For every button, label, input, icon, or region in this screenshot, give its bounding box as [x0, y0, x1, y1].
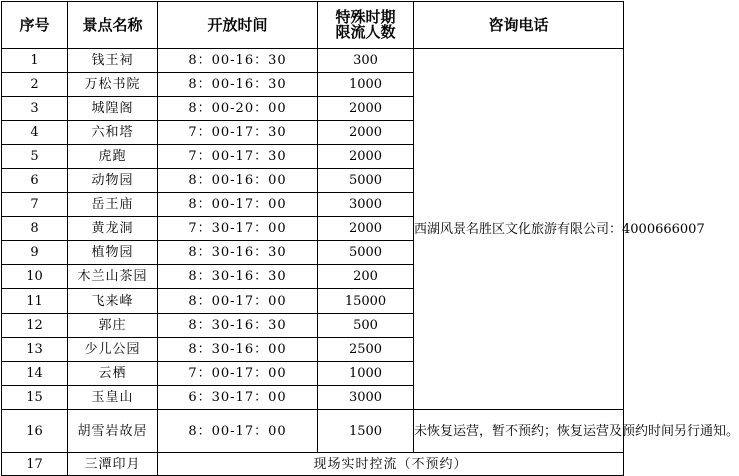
cell-name: 动物园: [68, 169, 158, 193]
cell-index: 12: [2, 314, 68, 338]
cell-index: 16: [2, 410, 68, 453]
cell-name: 万松书院: [68, 73, 158, 97]
cell-limit: 3000: [318, 193, 414, 217]
cell-limit: 5000: [318, 169, 414, 193]
cell-name: 飞来峰: [68, 289, 158, 314]
cell-hours: 8：30-16：30: [158, 241, 318, 265]
cell-hours: 8：30-16：30: [158, 314, 318, 338]
cell-limit: 200: [318, 265, 414, 289]
cell-limit: 300: [318, 49, 414, 73]
cell-hours: 7：00-17：30: [158, 121, 318, 145]
cell-name: 郭庄: [68, 314, 158, 338]
cell-index: 6: [2, 169, 68, 193]
header-limit-line1: 特殊时期: [335, 8, 396, 26]
cell-hours: 8：00-16：30: [158, 49, 318, 73]
cell-name: 云栖: [68, 362, 158, 386]
cell-name: 少儿公园: [68, 338, 158, 362]
cell-name: 玉皇山: [68, 386, 158, 410]
header-name: 景点名称: [68, 2, 158, 49]
cell-hours: 8：00-17：00: [158, 289, 318, 314]
cell-index: 1: [2, 49, 68, 73]
cell-hours: 8：00-17：00: [158, 410, 318, 453]
cell-index: 11: [2, 289, 68, 314]
cell-hours: 7：30-17：00: [158, 217, 318, 241]
cell-index: 7: [2, 193, 68, 217]
table-row: [2, 410, 624, 453]
cell-hours: 7：00-17：00: [158, 362, 318, 386]
cell-name: 三潭印月: [68, 453, 158, 476]
cell-limit: 2000: [318, 145, 414, 169]
header-index: 序号: [2, 2, 68, 49]
table-row: [2, 453, 624, 476]
header-limit: [318, 2, 414, 49]
cell-index: 4: [2, 121, 68, 145]
cell-hours: 8：00-20：00: [158, 97, 318, 121]
cell-name: 六和塔: [68, 121, 158, 145]
cell-index: 9: [2, 241, 68, 265]
cell-index: 3: [2, 97, 68, 121]
cell-hours: 8：30-16：00: [158, 338, 318, 362]
contact-phone-cell: 西湖风景名胜区文化旅游有限公司：4000666007: [414, 49, 624, 410]
cell-hours: 8：00-16：00: [158, 169, 318, 193]
cell-index: 8: [2, 217, 68, 241]
table-body: [2, 49, 739, 476]
cell-name: 钱王祠: [68, 49, 158, 73]
header-hours: 开放时间: [158, 2, 318, 49]
cell-limit: 2000: [318, 121, 414, 145]
cell-name: 城隍阁: [68, 97, 158, 121]
cell-name: 虎跑: [68, 145, 158, 169]
crowd-control-note: 现场实时控流（不预约）: [158, 453, 624, 476]
cell-limit: 1500: [318, 410, 414, 453]
cell-hours: 8：30-16：30: [158, 265, 318, 289]
header-contact: 咨询电话: [414, 2, 624, 49]
cell-index: 15: [2, 386, 68, 410]
attractions-table: [1, 1, 739, 476]
cell-limit: 1000: [318, 73, 414, 97]
cell-limit: 2000: [318, 97, 414, 121]
cell-name: 胡雪岩故居: [68, 410, 158, 453]
cell-hours: 8：00-16：30: [158, 73, 318, 97]
cell-limit: 5000: [318, 241, 414, 265]
cell-index: 10: [2, 265, 68, 289]
cell-index: 2: [2, 73, 68, 97]
cell-index: 13: [2, 338, 68, 362]
header-row: [2, 2, 624, 49]
cell-name: 木兰山茶园: [68, 265, 158, 289]
cell-index: 17: [2, 453, 68, 476]
cell-hours: 6：30-17：00: [158, 386, 318, 410]
cell-hours: 8：00-17：00: [158, 193, 318, 217]
cell-name: 植物园: [68, 241, 158, 265]
cell-index: 5: [2, 145, 68, 169]
cell-index: 14: [2, 362, 68, 386]
cell-limit: 3000: [318, 386, 414, 410]
table-row: [2, 49, 624, 73]
cell-limit: 500: [318, 314, 414, 338]
cell-hours: 7：00-17：30: [158, 145, 318, 169]
cell-name: 岳王庙: [68, 193, 158, 217]
cell-limit: 2500: [318, 338, 414, 362]
status-note: 未恢复运营，暂不预约；恢复运营及预约时间另行通知。: [414, 410, 624, 453]
cell-name: 黄龙洞: [68, 217, 158, 241]
cell-limit: 15000: [318, 289, 414, 314]
header-limit-line2: 限流人数: [335, 23, 396, 41]
cell-limit: 2000: [318, 217, 414, 241]
cell-limit: 1000: [318, 362, 414, 386]
